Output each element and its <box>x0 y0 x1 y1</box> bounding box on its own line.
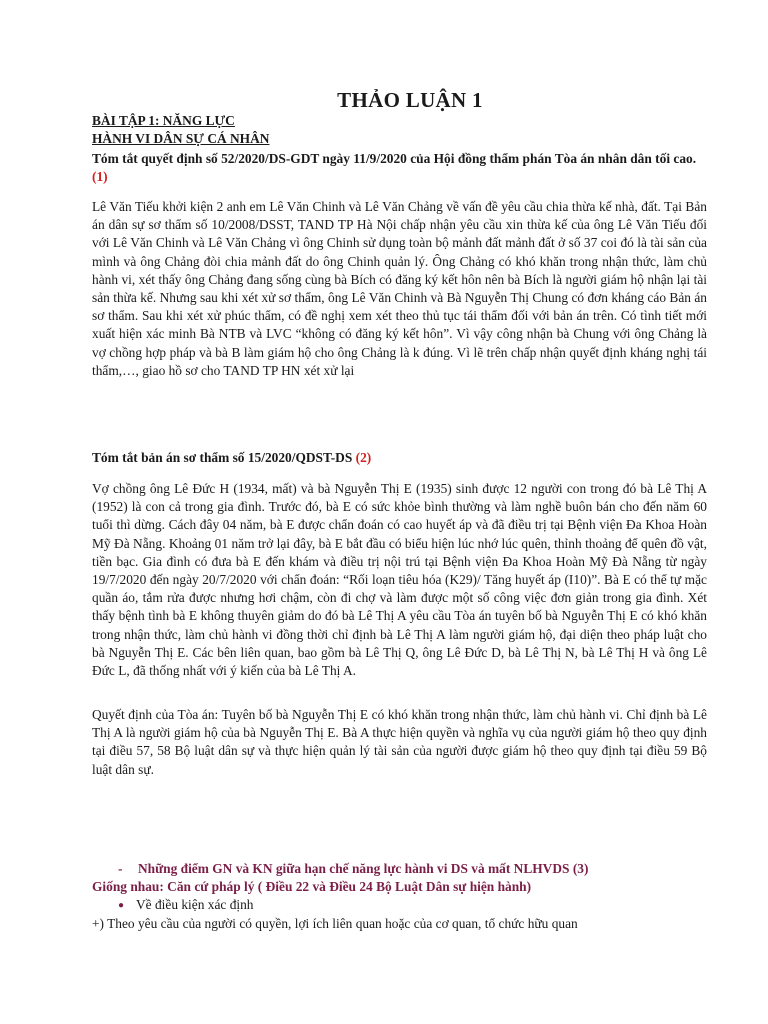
section3-similar: Giống nhau: Căn cứ pháp lý ( Điều 22 và Điều 24 Bộ Luật Dân sự hiện hành) <box>92 879 532 894</box>
section2-paragraph-decision: Quyết định của Tòa án: Tuyên bố bà Nguyễn Thị E có khó khăn trong nhận thức, làm chủ hành vi. Chỉ định bà Lê Thị A là người giám hộ của bà Nguyễn Thị E. Bà A thực hiện quyền và nghĩa vụ của người giám hộ theo quy định tại điều 57, 58 Bộ luật dân sự và thực hiện quản lý tài sản của người được giám hộ theo quy định tại điều 59 Bộ luật dân sự. <box>92 707 707 777</box>
section3-heading-text: Những điểm GN và KN giữa hạn chế năng lực hành vi DS và mất NLHVDS (3) <box>138 861 589 876</box>
exercise-heading <box>92 112 707 148</box>
page-title: THẢO LUẬN 1 <box>337 88 483 112</box>
section3-heading <box>118 860 588 878</box>
exercise-heading-line2: HÀNH VI DÂN SỰ CÁ NHÂN <box>92 131 270 147</box>
section1-ref: (1) <box>92 169 108 185</box>
section3-bullet-text: Về điều kiện xác định <box>136 897 254 912</box>
section2-summary-title <box>92 449 707 467</box>
exercise-heading-line1: BÀI TẬP 1: NĂNG LỰC <box>92 113 235 128</box>
section3-bullet <box>118 896 254 915</box>
bullet-dot-icon: ● <box>118 900 125 911</box>
section2-paragraph-facts: Vợ chồng ông Lê Đức H (1934, mất) và bà Nguyễn Thị E (1935) sinh được 12 người con trong đó bà Lê Thị A (1952) là con cả trong gia đình. Trước đó, bà E có sức khỏe bình thường và làm nghề buôn bán cho đến năm 60 tuổi thì dừng. Cách đây 04 năm, bà E được chẩn đoán có cao huyết áp và đã điều trị tại Bệnh viện Đa Khoa Hoàn Mỹ Đà Nẵng. Khoảng 01 năm trở lại đây, bà E bắt đầu có biểu hiện lúc nhớ lúc quên, thỉnh thoảng để quên đồ vật, tiền bạc. Gia đình có đưa bà E đến khám và điều trị nội trú tại Bệnh viện Đa Khoa Hoàn Mỹ Đà Nẵng từ ngày 19/7/2020 đến ngày 20/7/2020 với chẩn đoán: “Rối loạn tiêu hóa (K29)/ Tăng huyết áp (I10)”. Bà E có thể tự mặc quần áo, tắm rửa được nhưng hơi chậm, còn đi chợ và làm được một số công việc đơn giản trong gia đình. Xét thấy bệnh tình bà E không thuyên giảm do đó bà Lê Thị A yêu cầu Tòa án tuyên bố bà Nguyễn Thị E có khó khăn trong nhận thức, làm chủ hành vi đồng thời chỉ định bà Lê Thị A làm người giám hộ, đại diện theo pháp luật cho bà Nguyễn Thị E. Các bên liên quan, bao gồm bà Lê Thị Q, ông Lê Đức D, bà Lê Thị N, bà Lê Thị H và ông Lê Đức L, đã thống nhất với ý kiến của bà Lê Thị A. <box>92 481 707 679</box>
section2-title-text: Tóm tắt bản án sơ thẩm số 15/2020/QDST-DS <box>92 450 353 465</box>
section3-item: +) Theo yêu cầu của người có quyền, lợi ích liên quan hoặc của cơ quan, tổ chức hữu quan <box>92 916 578 931</box>
section1-paragraph: Lê Văn Tiếu khởi kiện 2 anh em Lê Văn Chinh và Lê Văn Chảng về vấn đề yêu cầu chia thừa kế nhà, đất. Tại Bản án dân sự sơ thẩm số 10/2008/DSST, TAND TP Hà Nội chấp nhận yêu cầu xin thừa kế của ông Lê Văn Tiếu đối với Lê Văn Chinh và Lê Văn Chảng vì ông Chinh sử dụng toàn bộ mảnh đất mảnh đất ở số 37 coi đó là tài sản của mình và ông Chảng đòi chia mảnh đất do ông Chinh quản lý. Ông Chảng có khó khăn trong nhận thức, làm chủ hành vi, xét thấy ông Chảng đang sống cùng bà Bích có đăng ký kết hôn nên bà Bích là người giám hộ nhận lại tài sản thừa kế. Nhưng sau khi xét xử sơ thẩm, ông Lê Văn Chinh và Bà Nguyễn Thị Chung có đơn kháng cáo Bản án sơ thẩm. Sau khi xét xử phúc thẩm, có đề nghị xem xét theo thủ tục tái thẩm đối với bản án trên. Có tình tiết mới xuất hiện xác minh Bà NTB và LVC “không có đăng ký kết hôn”. Vì vậy công nhận bà Chung với ông Chảng là vợ chồng hợp pháp và bà B làm giám hộ cho ông Chảng là k đúng. Vì lẽ trên chấp nhận quyết định kháng nghị tái thẩm,…, giao hồ sơ cho TAND TP HN xét xử lại <box>92 199 707 378</box>
section1-summary-title <box>92 150 707 186</box>
section2-ref: (2) <box>355 450 372 465</box>
dash-marker: - <box>118 861 123 876</box>
section1-title-text: Tóm tắt quyết định số 52/2020/DS-GDT ngày 11/9/2020 của Hội đồng thẩm phán Tòa án nhân dân tối cao. <box>92 151 697 166</box>
